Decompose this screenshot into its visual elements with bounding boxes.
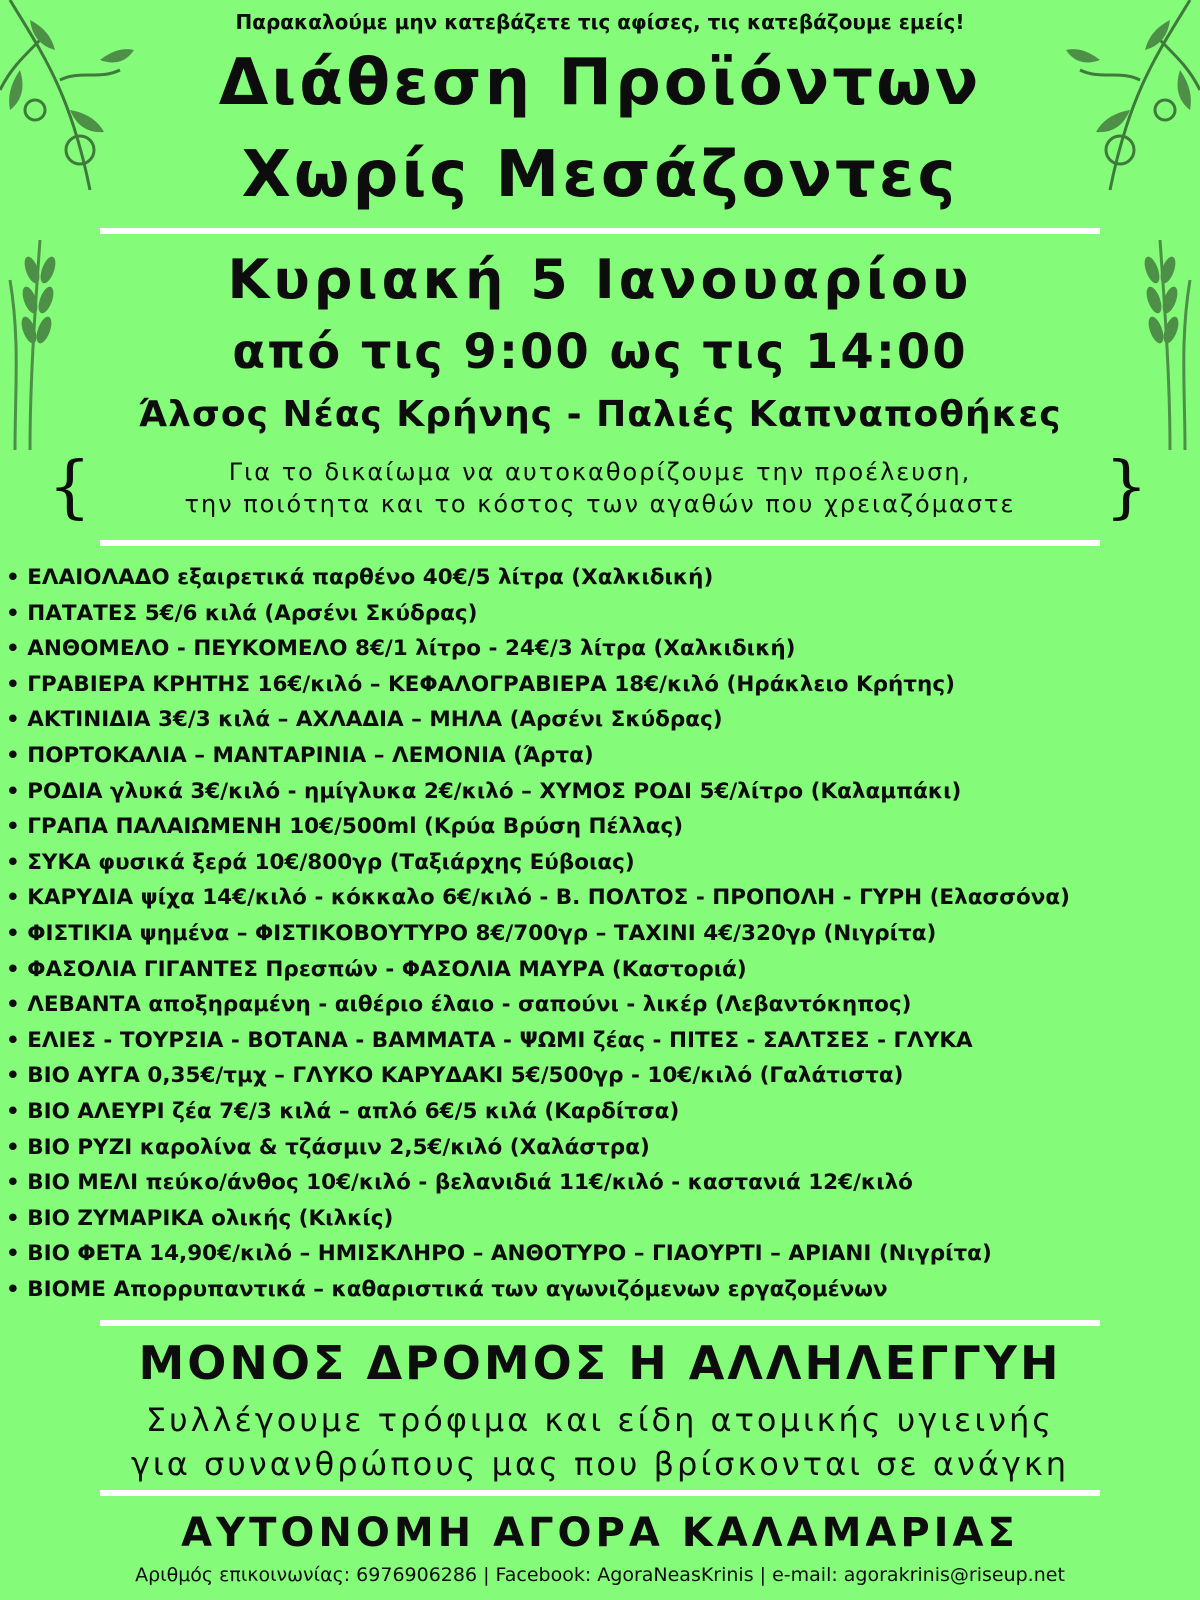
- list-item: • ΚΑΡΥΔΙΑ ψίχα 14€/κιλό - κόκκαλο 6€/κιλό - Β. ΠΟΛΤΟΣ - ΠΡΟΠΟΛΗ - ΓΥΡΗ (Ελασσόνα): [6, 880, 1196, 916]
- list-item: • ΠΑΤΑΤΕΣ 5€/6 κιλά (Αρσένι Σκύδρας): [6, 596, 1196, 632]
- list-item: • ΒΙΟ ΦΕΤΑ 14,90€/κιλό – ΗΜΙΣΚΛΗΡΟ – ΑΝΘΟΤΥΡΟ – ΓΙΑΟΥΡΤΙ – ΑΡΙΑΝΙ (Νιγρίτα): [6, 1236, 1196, 1272]
- divider: [100, 1490, 1100, 1496]
- mission-line-1: Για το δικαίωμα να αυτοκαθορίζουμε την προέλευση,: [228, 458, 972, 486]
- list-item: • ΦΑΣΟΛΙΑ ΓΙΓΑΝΤΕΣ Πρεσπών - ΦΑΣΟΛΙΑ ΜΑΥΡΑ (Καστοριά): [6, 952, 1196, 988]
- collection-text: [0, 1398, 1200, 1486]
- list-item: • ΓΡΑΠΑ ΠΑΛΑΙΩΜΕΝΗ 10€/500ml (Κρύα Βρύση Πέλλας): [6, 809, 1196, 845]
- list-item: • ΡΟΔΙΑ γλυκά 3€/κιλό - ημίγλυκα 2€/κιλό – ΧΥΜΟΣ ΡΟΔΙ 5€/λίτρο (Καλαμπάκι): [6, 774, 1196, 810]
- organization-name: ΑΥΤΟΝΟΜΗ ΑΓΟΡΑ ΚΑΛΑΜΑΡΙΑΣ: [181, 1510, 1019, 1556]
- list-item: • ΑΝΘΟΜΕΛΟ - ΠΕΥΚΟΜΕΛΟ 8€/1 λίτρο - 24€/3 λίτρα (Χαλκιδική): [6, 631, 1196, 667]
- event-place: Άλσος Νέας Κρήνης - Παλιές Καπναποθήκες: [138, 394, 1062, 435]
- list-item: • ΒΙΟ ΜΕΛΙ πεύκο/άνθος 10€/κιλό - βελανιδιά 11€/κιλό - καστανιά 12€/κιλό: [6, 1165, 1196, 1201]
- mission-text: [0, 456, 1200, 520]
- list-item: • ΕΛΙΕΣ - ΤΟΥΡΣΙΑ - ΒΟΤΑΝΑ - ΒΑΜΜΑΤΑ - ΨΩΜΙ ζέας - ΠΙΤΕΣ - ΣΑΛΤΣΕΣ - ΓΛΥΚΑ: [6, 1023, 1196, 1059]
- divider: [100, 540, 1100, 546]
- list-item: • ΣΥΚΑ φυσικά ξερά 10€/800γρ (Ταξιάρχης Εύβοιας): [6, 845, 1196, 881]
- slogan: ΜΟΝΟΣ ΔΡΟΜΟΣ Η ΑΛΛΗΛΕΓΓΥΗ: [138, 1336, 1062, 1390]
- list-item: • ΒΙΟ ΑΛΕΥΡΙ ζέα 7€/3 κιλά – απλό 6€/5 κιλά (Καρδίτσα): [6, 1094, 1196, 1130]
- title-line-2: Χωρίς Μεσάζοντες: [241, 138, 959, 212]
- notice-text: Παρακαλούμε μην κατεβάζετε τις αφίσες, τις κατεβάζουμε εμείς!: [235, 10, 965, 34]
- product-list: [6, 560, 1196, 1307]
- divider: [100, 228, 1100, 234]
- list-item: • ΠΟΡΤΟΚΑΛΙΑ – ΜΑΝΤΑΡΙΝΙΑ – ΛΕΜΟΝΙΑ (Άρτα): [6, 738, 1196, 774]
- collection-line-2: για συνανθρώπους μας που βρίσκονται σε ανάγκη: [130, 1445, 1069, 1483]
- list-item: • ΛΕΒΑΝΤΑ αποξηραμένη - αιθέριο έλαιο - σαπούνι - λικέρ (Λεβαντόκηπος): [6, 987, 1196, 1023]
- list-item: • ΕΛΑΙΟΛΑΔΟ εξαιρετικά παρθένο 40€/5 λίτρα (Χαλκιδική): [6, 560, 1196, 596]
- list-item: • ΒΙΟ ΑΥΓΑ 0,35€/τμχ – ΓΛΥΚΟ ΚΑΡΥΔΑΚΙ 5€/500γρ - 10€/κιλό (Γαλάτιστα): [6, 1058, 1196, 1094]
- collection-line-1: Συλλέγουμε τρόφιμα και είδη ατομικής υγιεινής: [145, 1401, 1055, 1439]
- list-item: • ΒΙΟ ΡΥΖΙ καρολίνα & τζάσμιν 2,5€/κιλό (Χαλάστρα): [6, 1130, 1196, 1166]
- brace-left: {: [48, 448, 92, 527]
- divider: [100, 1320, 1100, 1326]
- contact-info: Αριθμός επικοινωνίας: 6976906286 | Facebook: AgoraNeasKrinis | e-mail: agorakrinis@riseup.net: [135, 1564, 1065, 1586]
- event-date: Κυριακή 5 Ιανουαρίου: [227, 248, 973, 311]
- list-item: • ΓΡΑΒΙΕΡΑ ΚΡΗΤΗΣ 16€/κιλό – ΚΕΦΑΛΟΓΡΑΒΙΕΡΑ 18€/κιλό (Ηράκλειο Κρήτης): [6, 667, 1196, 703]
- event-time: από τις 9:00 ως τις 14:00: [232, 324, 968, 380]
- list-item: • ΦΙΣΤΙΚΙΑ ψημένα – ΦΙΣΤΙΚΟΒΟΥΤΥΡΟ 8€/700γρ – ΤΑΧΙΝΙ 4€/320γρ (Νιγρίτα): [6, 916, 1196, 952]
- brace-right: }: [1104, 448, 1148, 527]
- list-item: • ΒΙΟΜΕ Απορρυπαντικά – καθαριστικά των αγωνιζόμενων εργαζομένων: [6, 1272, 1196, 1308]
- mission-line-2: την ποιότητα και το κόστος των αγαθών που χρειαζόμαστε: [184, 490, 1016, 518]
- title-line-1: Διάθεση Προϊόντων: [218, 46, 982, 120]
- list-item: • ΑΚΤΙΝΙΔΙΑ 3€/3 κιλά – ΑΧΛΑΔΙΑ – ΜΗΛΑ (Αρσένι Σκύδρας): [6, 702, 1196, 738]
- list-item: • ΒΙΟ ΖΥΜΑΡΙΚΑ ολικής (Κιλκίς): [6, 1201, 1196, 1237]
